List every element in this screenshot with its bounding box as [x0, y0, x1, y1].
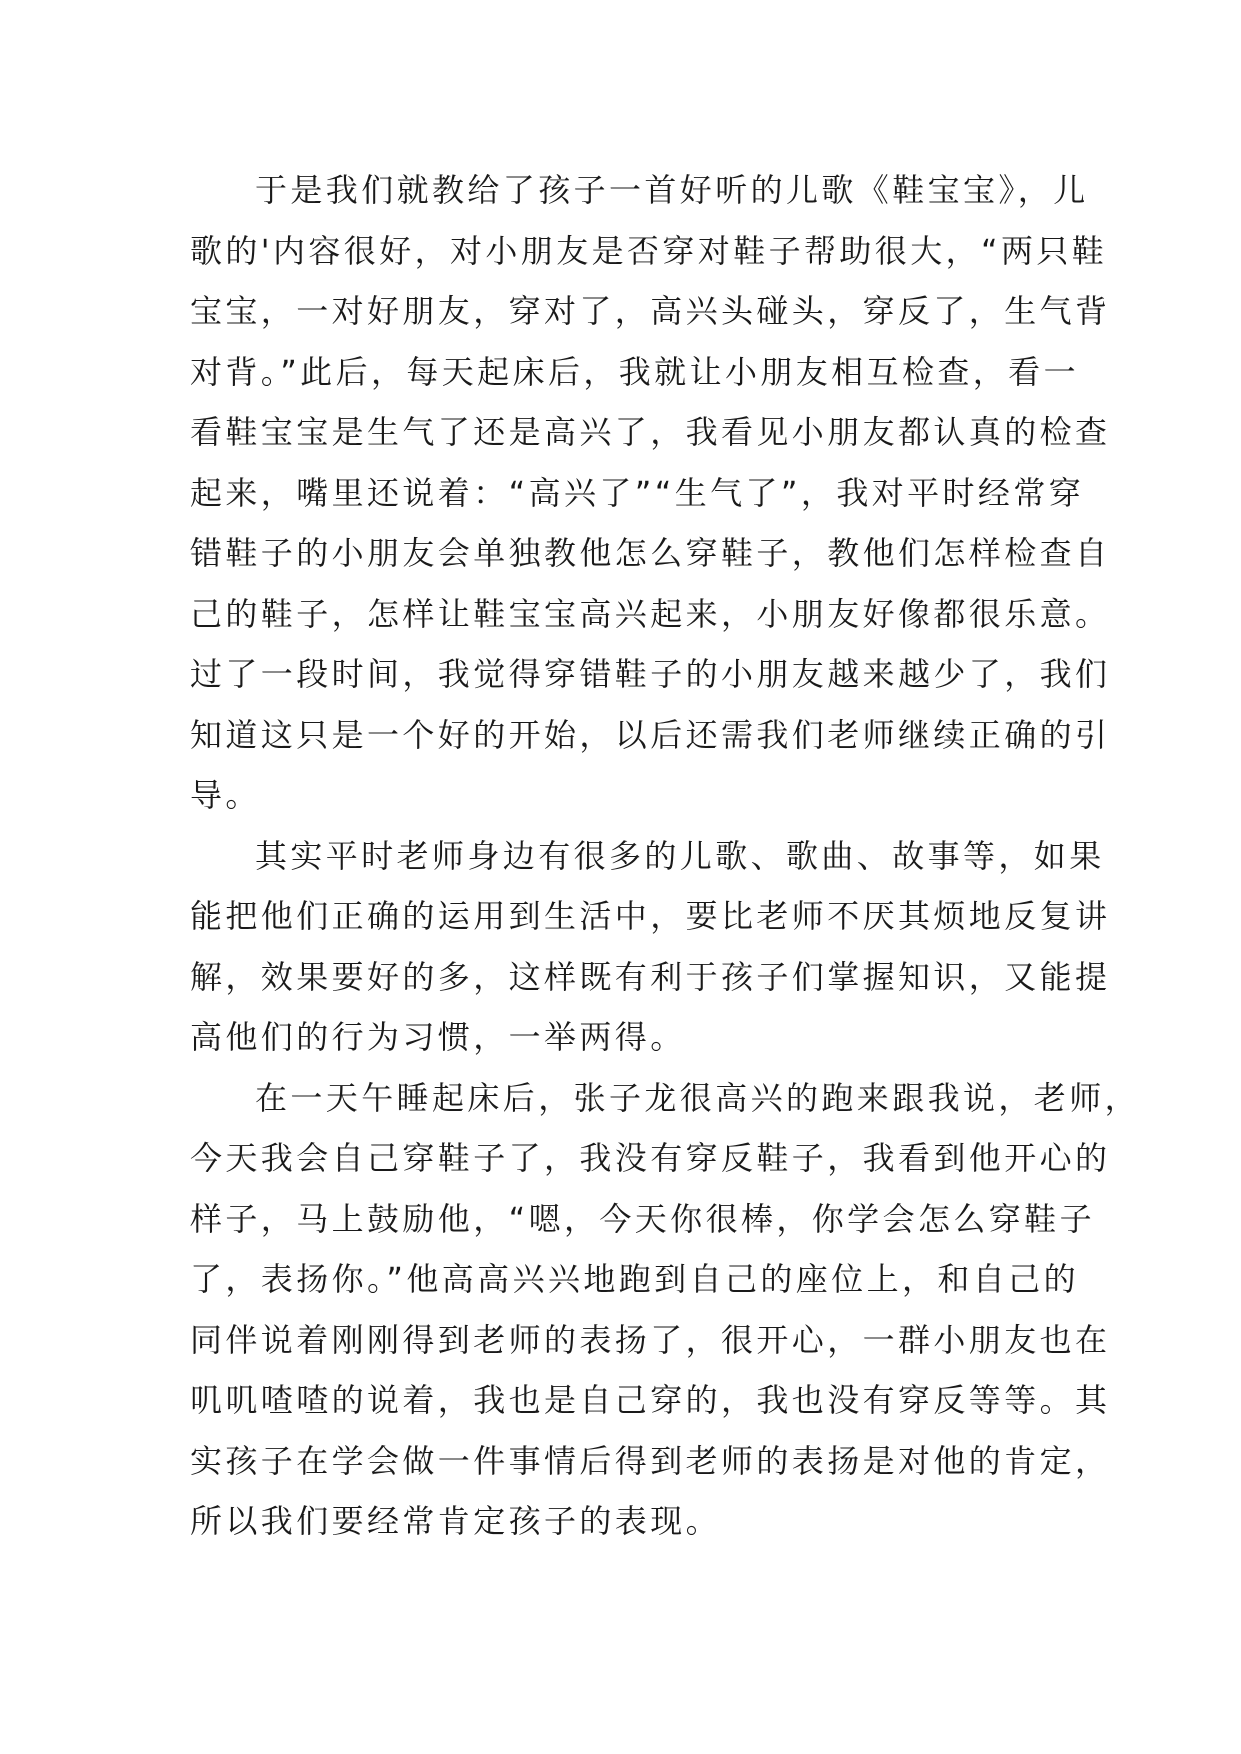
text-line: 歌的'内容很好，对小朋友是否穿对鞋子帮助很大，“两只鞋 [190, 231, 1108, 270]
text-line: 叽叽喳喳的说着，我也是自己穿的，我也没有穿反等等。其 [190, 1381, 1111, 1419]
text-line: 解，效果要好的多，这样既有利于孩子们掌握知识，又能提 [190, 957, 1111, 996]
text-line: 对背。”此后，每天起床后，我就让小朋友相互检查，看一 [190, 352, 1079, 391]
text-line: 起来，嘴里还说着：“高兴了”“生气了”，我对平时经常穿 [190, 473, 1085, 512]
paragraph-3 [190, 1068, 1141, 1552]
paragraph-2 [190, 826, 1111, 1068]
text-line: 错鞋子的小朋友会单独教他怎么穿鞋子，教他们怎样检查自 [190, 534, 1111, 572]
text-line: 今天我会自己穿鞋子了，我没有穿反鞋子，我看到他开心的 [190, 1139, 1111, 1177]
text-line: 了，表扬你。”他高高兴兴地跑到自己的座位上，和自己的 [190, 1260, 1079, 1298]
text-line: 于是我们就教给了孩子一首好听的儿歌《鞋宝宝》，儿 [255, 171, 1089, 209]
paragraph-1 [190, 160, 1111, 826]
text-line: 宝宝，一对好朋友，穿对了，高兴头碰头，穿反了，生气背 [190, 292, 1111, 330]
text-line: 样子，马上鼓励他，“嗯，今天你很棒，你学会怎么穿鞋子 [190, 1199, 1095, 1238]
text-line: 过了一段时间，我觉得穿错鞋子的小朋友越来越少了，我们 [190, 655, 1111, 693]
text-line: 同伴说着刚刚得到老师的表扬了，很开心，一群小朋友也在 [190, 1320, 1111, 1359]
text-line: 知道这只是一个好的开始，以后还需我们老师继续正确的引 [190, 715, 1111, 754]
document-body [190, 160, 1141, 1552]
text-line: 所以我们要经常肯定孩子的表现。 [190, 1502, 722, 1540]
text-line: 己的鞋子，怎样让鞋宝宝高兴起来，小朋友好像都很乐意。 [190, 594, 1111, 633]
text-line: 能把他们正确的运用到生活中，要比老师不厌其烦地反复讲 [190, 897, 1111, 935]
text-line: 在一天午睡起床后，张子龙很高兴的跑来跟我说，老师， [255, 1078, 1141, 1117]
text-line: 高他们的行为习惯，一举两得。 [190, 1018, 686, 1056]
text-line: 导。 [190, 776, 261, 814]
text-line: 其实平时老师身边有很多的儿歌、歌曲、故事等，如果 [255, 836, 1105, 875]
text-line: 看鞋宝宝是生气了还是高兴了，我看见小朋友都认真的检查 [190, 413, 1111, 451]
text-line: 实孩子在学会做一件事情后得到老师的表扬是对他的肯定， [190, 1441, 1111, 1480]
